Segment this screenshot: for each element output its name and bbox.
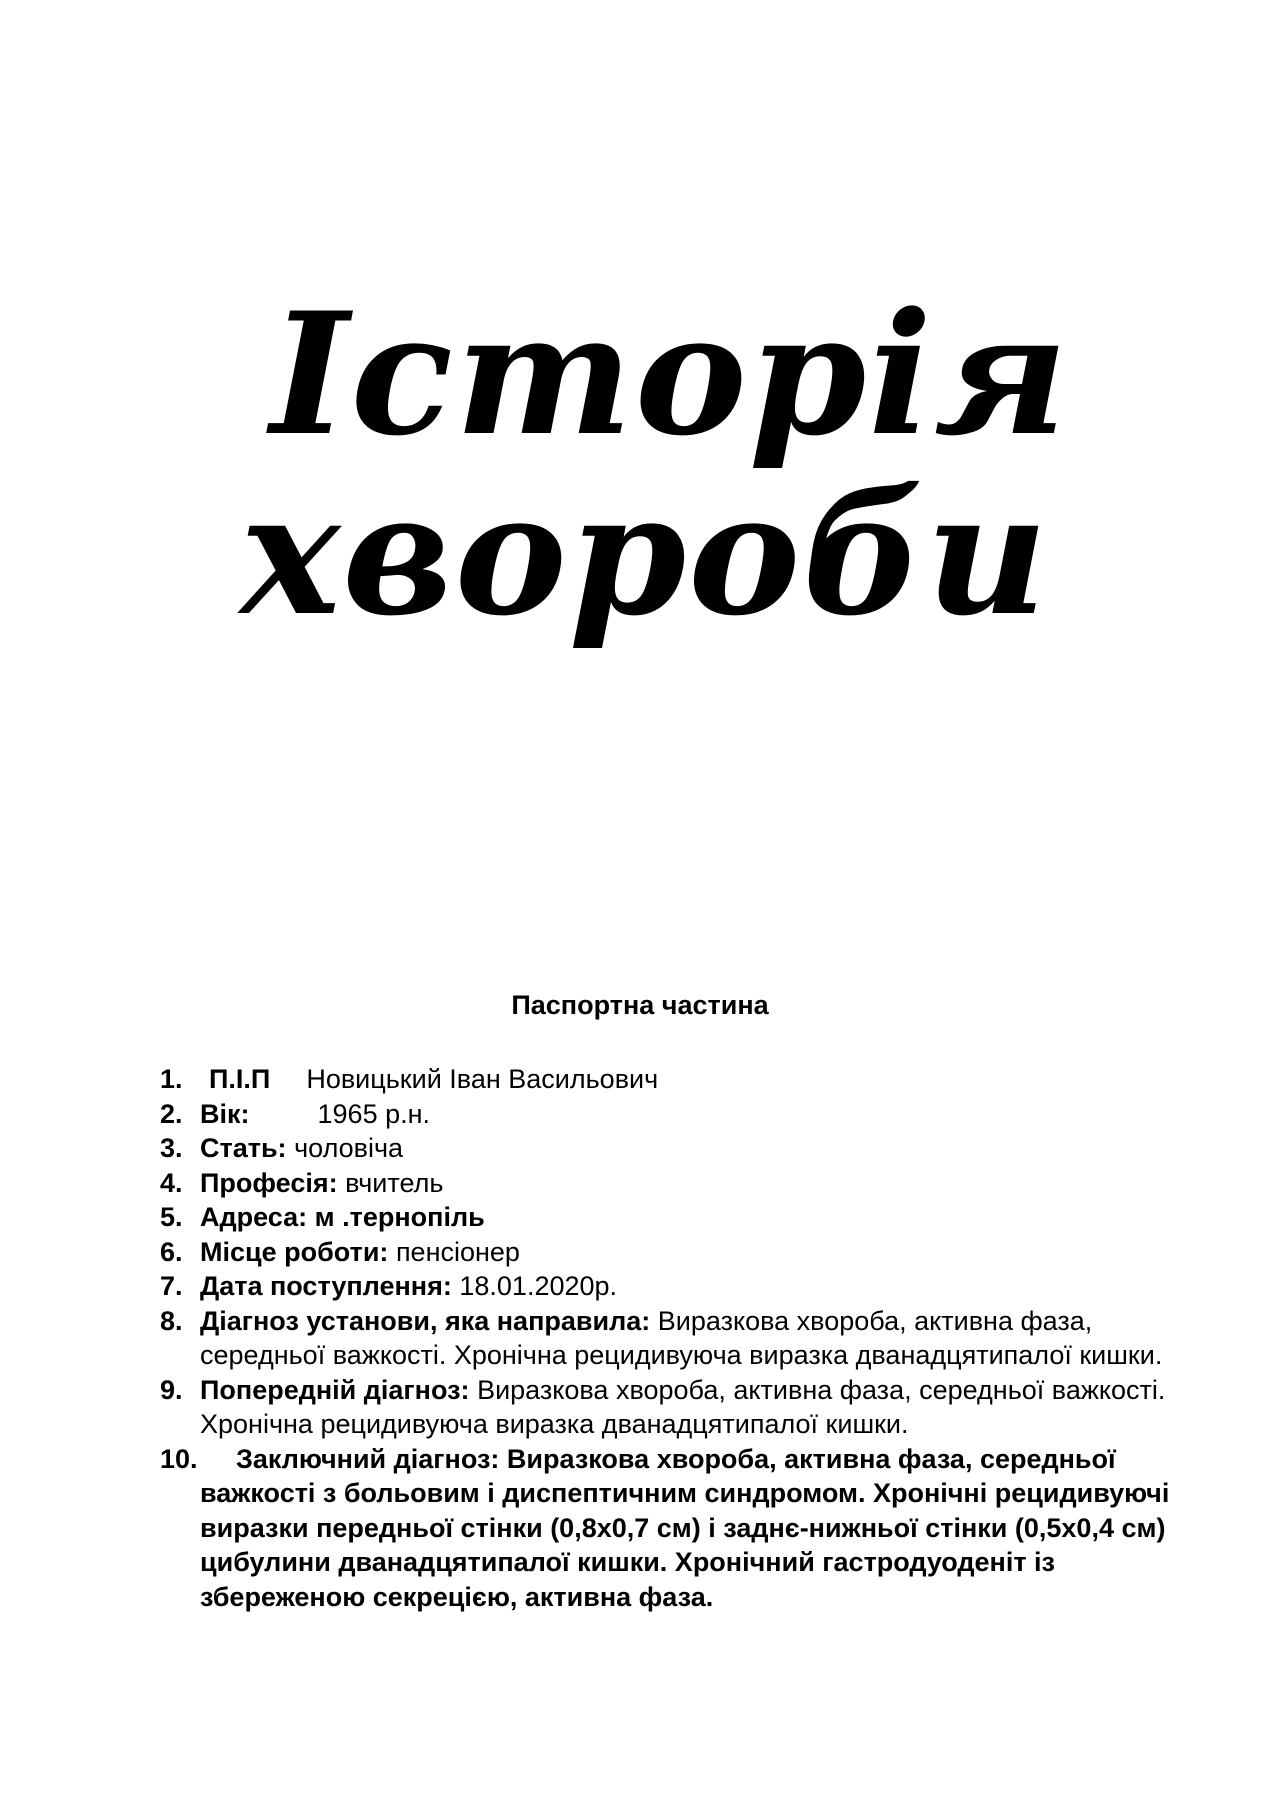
- list-item: [160, 1373, 1170, 1442]
- list-item: [160, 1304, 1170, 1373]
- item-label: Дата поступлення:: [200, 1271, 452, 1301]
- item-value: 1965 р.н.: [317, 1098, 431, 1129]
- item-label: П.І.П: [209, 1064, 271, 1094]
- item-number: 5.: [160, 1202, 183, 1232]
- item-number: 2.: [160, 1098, 183, 1129]
- item-label: Адреса: м .тернопіль: [200, 1202, 485, 1232]
- item-number: 4.: [160, 1167, 183, 1198]
- item-number: 7.: [160, 1271, 183, 1301]
- item-label: Місце роботи:: [200, 1236, 389, 1267]
- item-value: пенсіонер: [395, 1236, 520, 1267]
- item-number: 1.: [160, 1064, 183, 1094]
- item-number: 6.: [160, 1236, 183, 1267]
- item-number: 10.: [160, 1443, 198, 1474]
- list-item: [160, 1269, 1170, 1304]
- list-item: [160, 1200, 1170, 1235]
- item-label: Діагноз установи, яка направила:: [200, 1305, 651, 1336]
- item-label: Професія:: [200, 1167, 338, 1198]
- passport-list: [160, 1062, 1170, 1614]
- list-item: [160, 1131, 1170, 1166]
- section-heading: Паспортна частина: [511, 990, 769, 1020]
- list-item: [160, 1442, 1170, 1615]
- list-item: [160, 1166, 1170, 1201]
- item-value: чоловіча: [294, 1133, 404, 1163]
- item-number: 3.: [160, 1133, 183, 1163]
- item-value: Виразкова хвороба, активна фаза, середньої важкості. Хронічна рецидивуюча виразка дванадцятипалої кишки.: [200, 1305, 1163, 1370]
- list-item: [160, 1062, 1170, 1097]
- item-label: Стать:: [200, 1133, 287, 1163]
- item-label: Вік:: [200, 1098, 250, 1129]
- document-title-line-2: хвороби: [240, 455, 1050, 653]
- list-item: [160, 1235, 1170, 1270]
- item-label: Попередній діагноз:: [200, 1374, 470, 1405]
- list-item: [160, 1097, 1170, 1132]
- item-value: вчитель: [345, 1167, 444, 1198]
- item-number: 9.: [160, 1374, 183, 1405]
- item-number: 8.: [160, 1305, 183, 1336]
- item-label: Заключний діагноз:: [236, 1443, 500, 1474]
- item-value: Новицький Іван Васильович: [306, 1064, 659, 1094]
- item-value: 18.01.2020р.: [459, 1271, 618, 1301]
- item-value: Виразкова хвороба, активна фаза, середньої важкості з больовим і диспептичним синдромом. Хронічні рецидивуючі виразки передньої стінки (0,8х0,7 см) і заднє-нижньої стінки (0,5х0,4 см) цибулини дванадцятипалої кишки. Хронічний гастродуоденіт із збереженою секрецією, активна фаза.: [200, 1443, 1170, 1612]
- document-title-line-1: Історія: [270, 275, 1070, 473]
- item-value: Виразкова хвороба, активна фаза, середньої важкості. Хронічна рецидивуюча виразка дванадцятипалої кишки.: [200, 1374, 1166, 1439]
